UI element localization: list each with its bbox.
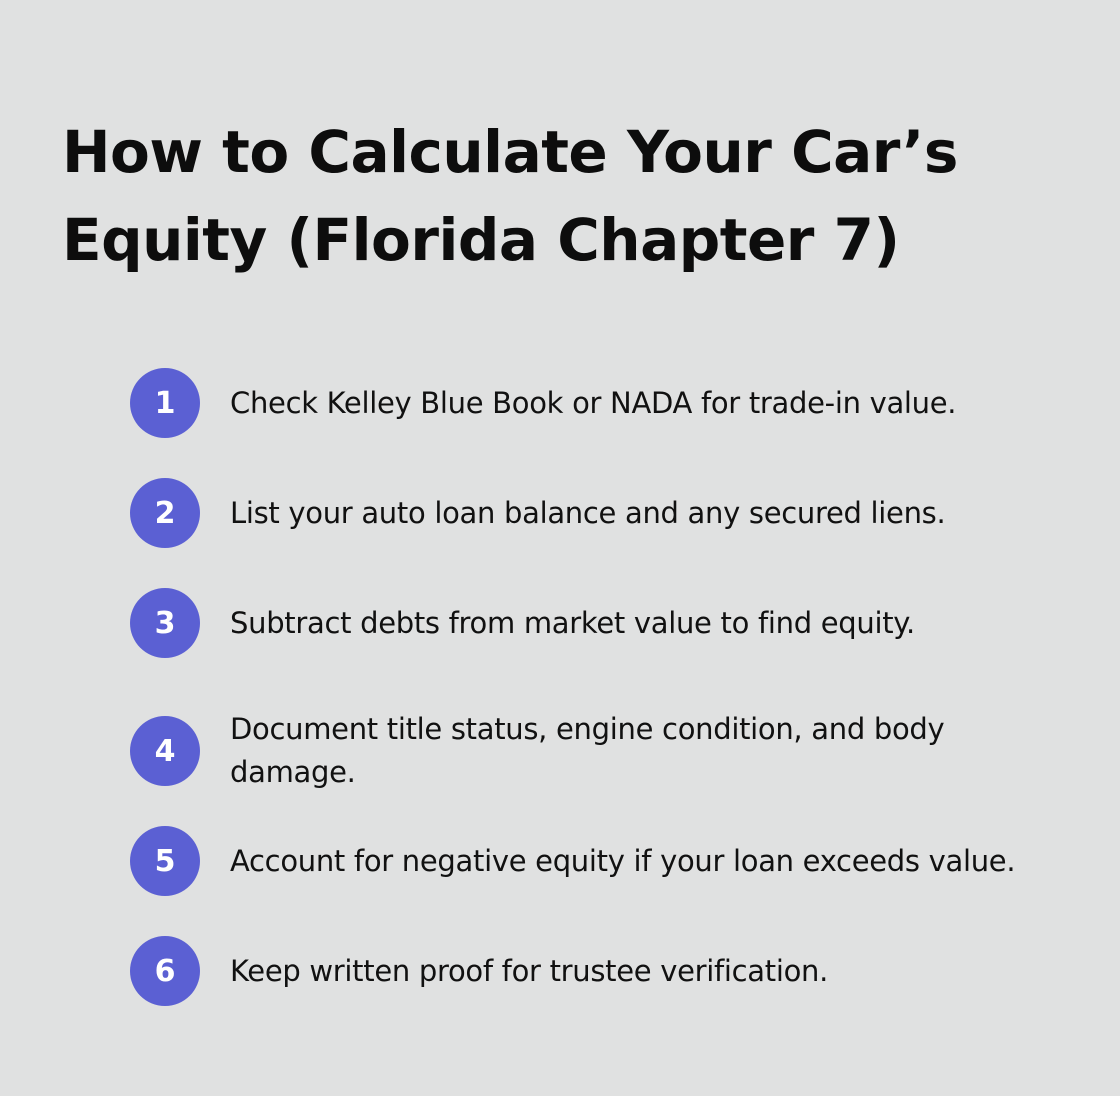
step-number-badge: 4 (130, 716, 200, 786)
step-number-badge: 2 (130, 478, 200, 548)
step-text: Subtract debts from market value to find equity. (230, 605, 915, 640)
page-title (62, 108, 1062, 284)
step-item-1 (130, 368, 1090, 438)
step-item-6 (130, 936, 1090, 1006)
step-item-5 (130, 826, 1090, 896)
step-text: List your auto loan balance and any secured liens. (230, 495, 946, 530)
step-text: Account for negative equity if your loan exceeds value. (230, 843, 1016, 878)
step-text: Check Kelley Blue Book or NADA for trade-in value. (230, 385, 957, 420)
step-item-3 (130, 588, 1090, 658)
step-item-4 (130, 708, 1090, 794)
step-text: Document title status, engine condition, and body damage. (230, 712, 945, 789)
step-number-badge: 1 (130, 368, 200, 438)
title-line-1: How to Calculate Your Car’s (62, 118, 958, 186)
step-item-2 (130, 478, 1090, 548)
step-number-badge: 6 (130, 936, 200, 1006)
title-line-2: Equity (Florida Chapter 7) (62, 206, 900, 274)
step-number-badge: 5 (130, 826, 200, 896)
step-text: Keep written proof for trustee verification. (230, 953, 829, 988)
step-number-badge: 3 (130, 588, 200, 658)
